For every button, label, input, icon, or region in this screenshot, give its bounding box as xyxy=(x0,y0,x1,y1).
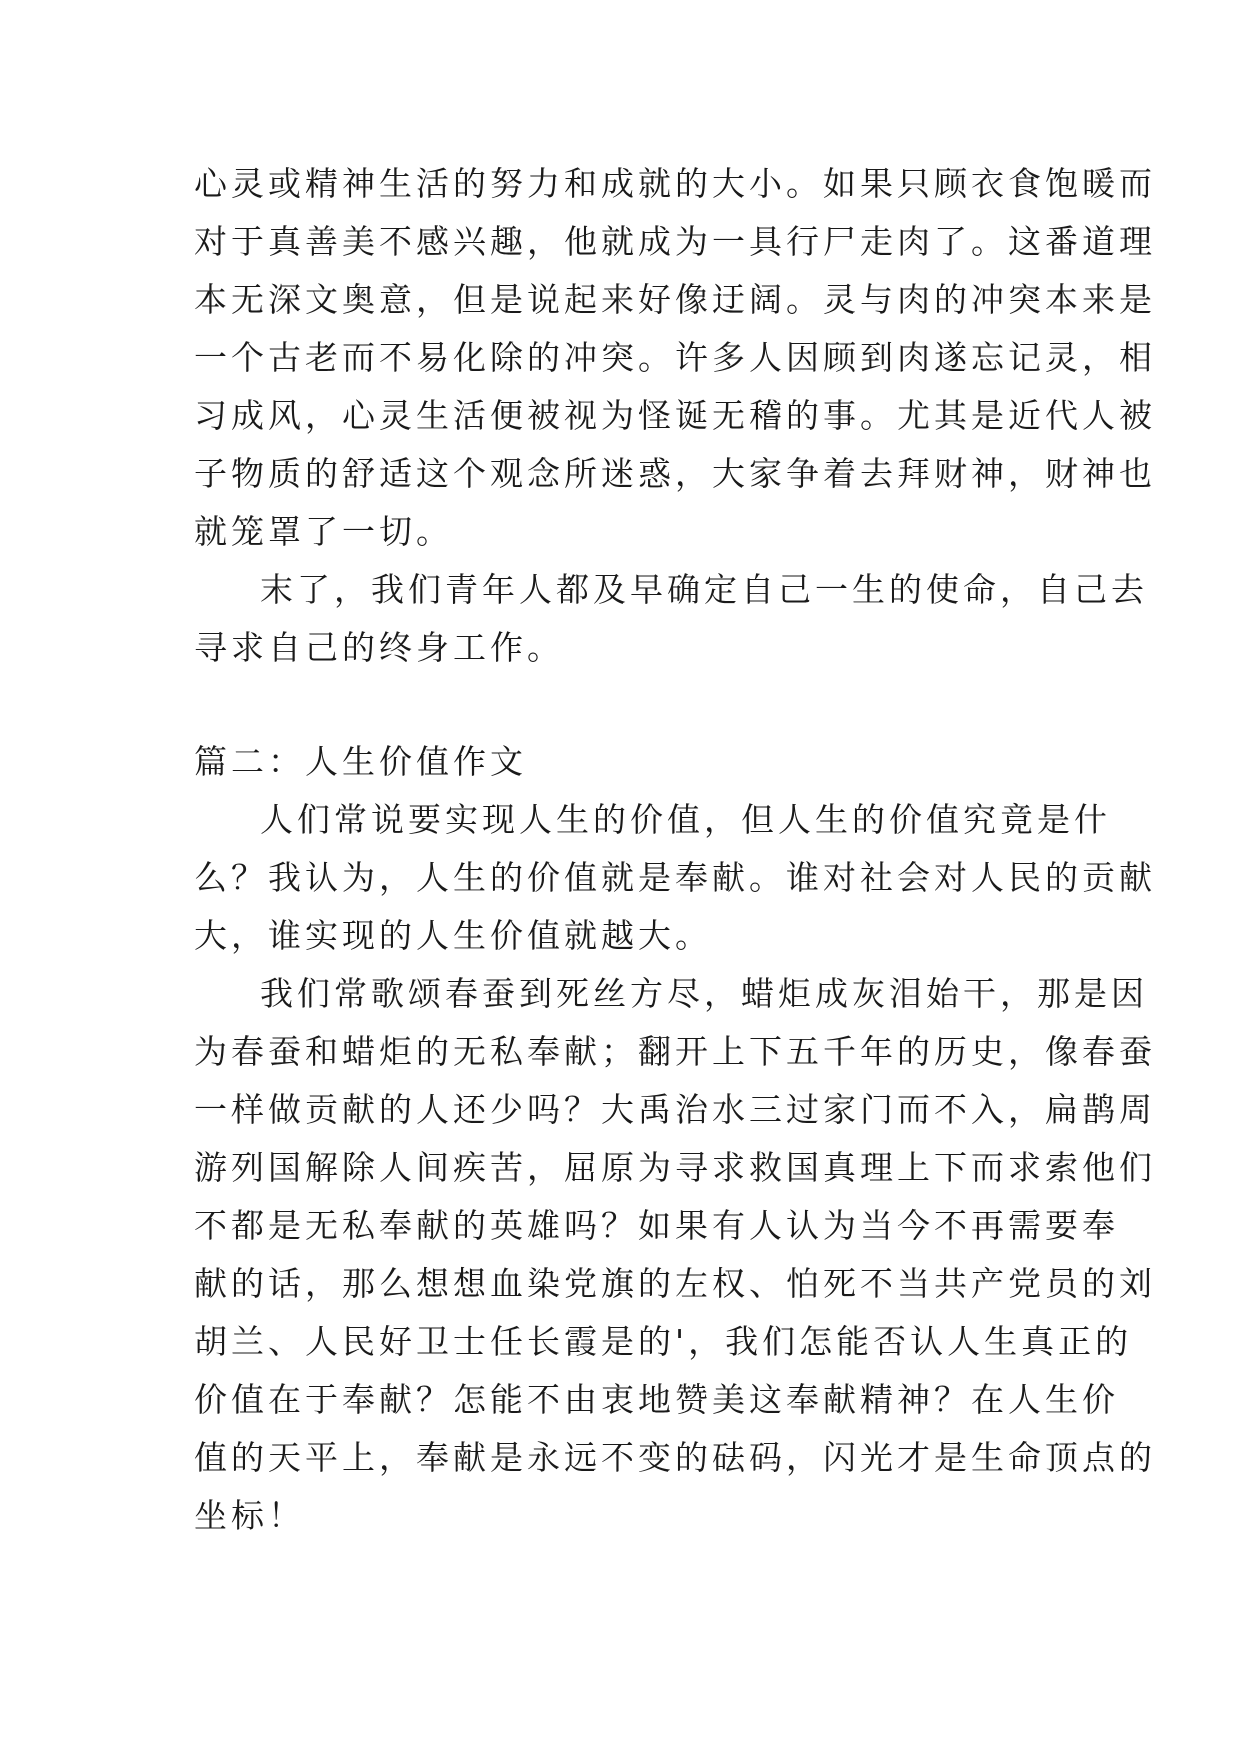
text-line: 一个古老而不易化除的冲突。许多人因顾到肉遂忘记灵，相 xyxy=(194,338,1156,377)
text-line: 坐标！ xyxy=(194,1496,305,1535)
text-line: 游列国解除人间疾苦，屈原为寻求救国真理上下而求索他们 xyxy=(194,1148,1156,1187)
text-line: 献的话，那么想想血染党旗的左权、怕死不当共产党员的刘 xyxy=(194,1264,1156,1303)
text-line: 人们常说要实现人生的价值，但人生的价值究竟是什 xyxy=(260,800,1111,839)
text-line: 就笼罩了一切。 xyxy=(194,512,453,551)
text-line: 为春蚕和蜡炬的无私奉献；翻开上下五千年的历史，像春蚕 xyxy=(194,1032,1156,1071)
text-line: 末了，我们青年人都及早确定自己一生的使命，自己去 xyxy=(260,570,1148,609)
text-line: 寻求自己的终身工作。 xyxy=(194,628,564,667)
essay-two xyxy=(194,733,1156,1545)
text-line: 本无深文奥意，但是说起来好像迂阔。灵与肉的冲突本来是 xyxy=(194,280,1156,319)
text-line: 心灵或精神生活的努力和成就的大小。如果只顾衣食饱暖而 xyxy=(194,164,1156,203)
text-line: 么？我认为，人生的价值就是奉献。谁对社会对人民的贡献 xyxy=(194,858,1156,897)
text-line: 我们常歌颂春蚕到死丝方尽，蜡炬成灰泪始干，那是因 xyxy=(260,974,1148,1013)
text-line: 大，谁实现的人生价值就越大。 xyxy=(194,916,712,955)
essay-one-closing-paragraph xyxy=(194,561,1148,677)
essay-one-continuation xyxy=(194,155,1156,561)
text-line: 一样做贡献的人还少吗？大禹治水三过家门而不入，扁鹊周 xyxy=(194,1090,1156,1129)
text-line: 习成风，心灵生活便被视为怪诞无稽的事。尤其是近代人被 xyxy=(194,396,1156,435)
document-body xyxy=(194,155,1156,1545)
essay-two-paragraph-2 xyxy=(194,965,1156,1545)
text-line: 价值在于奉献？怎能不由衷地赞美这奉献精神？在人生价 xyxy=(194,1380,1119,1419)
text-line: 值的天平上，奉献是永远不变的砝码，闪光才是生命顶点的 xyxy=(194,1438,1156,1477)
essay-two-paragraph-1 xyxy=(194,791,1156,965)
section-spacer xyxy=(194,677,1054,733)
text-line: 胡兰、人民好卫士任长霞是的'，我们怎能否认人生真正的 xyxy=(194,1322,1133,1361)
text-line: 不都是无私奉献的英雄吗？如果有人认为当今不再需要奉 xyxy=(194,1206,1119,1245)
text-line: 对于真善美不感兴趣，他就成为一具行尸走肉了。这番道理 xyxy=(194,222,1156,261)
section-heading: 篇二：人生价值作文 xyxy=(194,742,527,781)
text-line: 子物质的舒适这个观念所迷惑，大家争着去拜财神，财神也 xyxy=(194,454,1156,493)
